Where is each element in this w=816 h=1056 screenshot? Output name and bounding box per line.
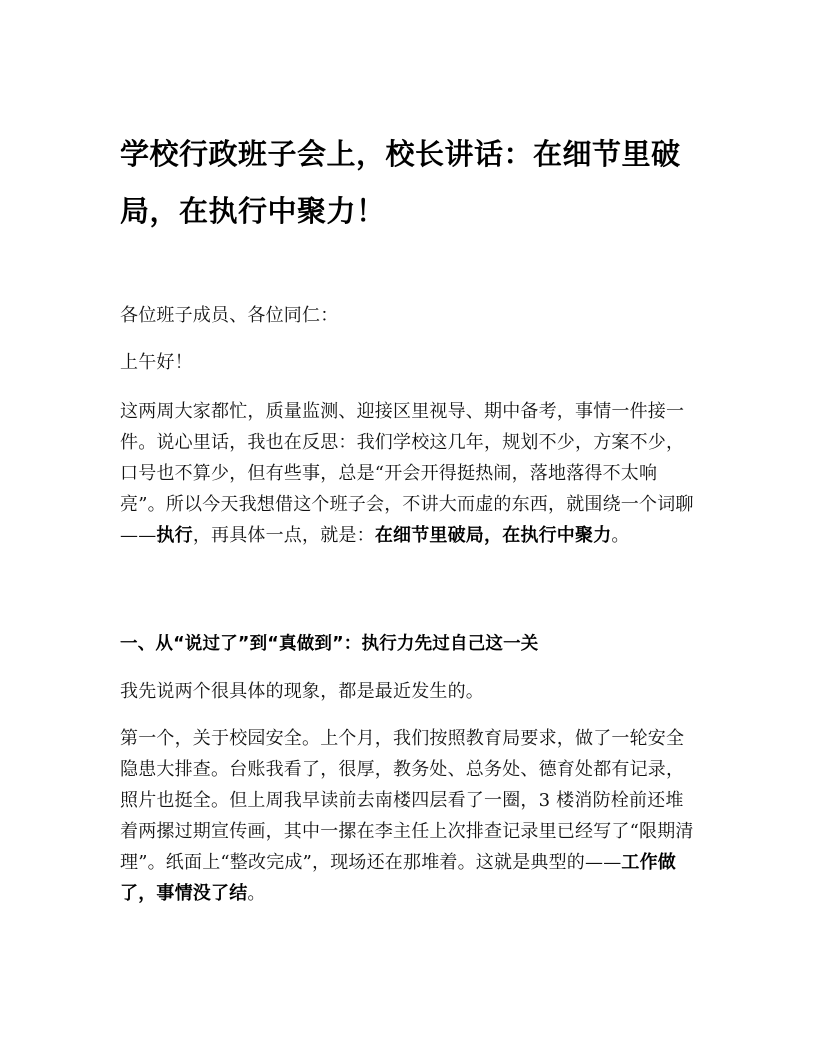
intro-paragraph [120, 396, 700, 551]
section-1-heading: 一、从“说过了”到“真做到”：执行力先过自己这一关 [120, 634, 539, 654]
section-1-example-1 [120, 723, 700, 909]
document-title: 学校行政班子会上，校长讲话：在细节里破局，在执行中聚力！ [120, 137, 681, 228]
intro-text-1: 这两周大家都忙，质量监测、迎接区里视导、期中备考，事情一件接一件。说心里话，我也在反思：我们学校这几年，规划不少，方案不少，口号也不算少，但有些事，总是“开会开得挺热闹，落地落得不太响亮”。所以今天我想借这个班子会，不讲大而虚的东西，就围绕一个词聊—— [120, 401, 694, 546]
greeting: 上午好！ [120, 352, 193, 373]
intro-text-3: 。 [611, 525, 630, 546]
example-1-text: 第一个，关于校园安全。上个月，我们按照教育局要求，做了一轮安全隐患大排查。台账我看了，很厚，教务处、总务处、德育处都有记录，照片也挺全。但上周我早读前去南楼四层看了一圈，3 楼消防栓前还堆着两摞过期宣传画，其中一摞在李主任上次排查记录里已经写了“限期清理”。纸面上“整改完成”，现场还在那堆着。这就是典型的—— [120, 728, 694, 873]
example-1-bold: 工作做了，事情没了结 [120, 852, 677, 904]
intro-bold-execution: 执行 [156, 525, 193, 546]
salutation: 各位班子成员、各位同仁： [120, 305, 339, 326]
intro-bold-theme: 在细节里破局，在执行中聚力 [374, 525, 612, 546]
section-1-lead: 我先说两个很具体的现象，都是最近发生的。 [120, 681, 484, 702]
intro-text-2: ，再具体一点，就是： [192, 525, 375, 546]
example-1-end: 。 [247, 883, 266, 904]
